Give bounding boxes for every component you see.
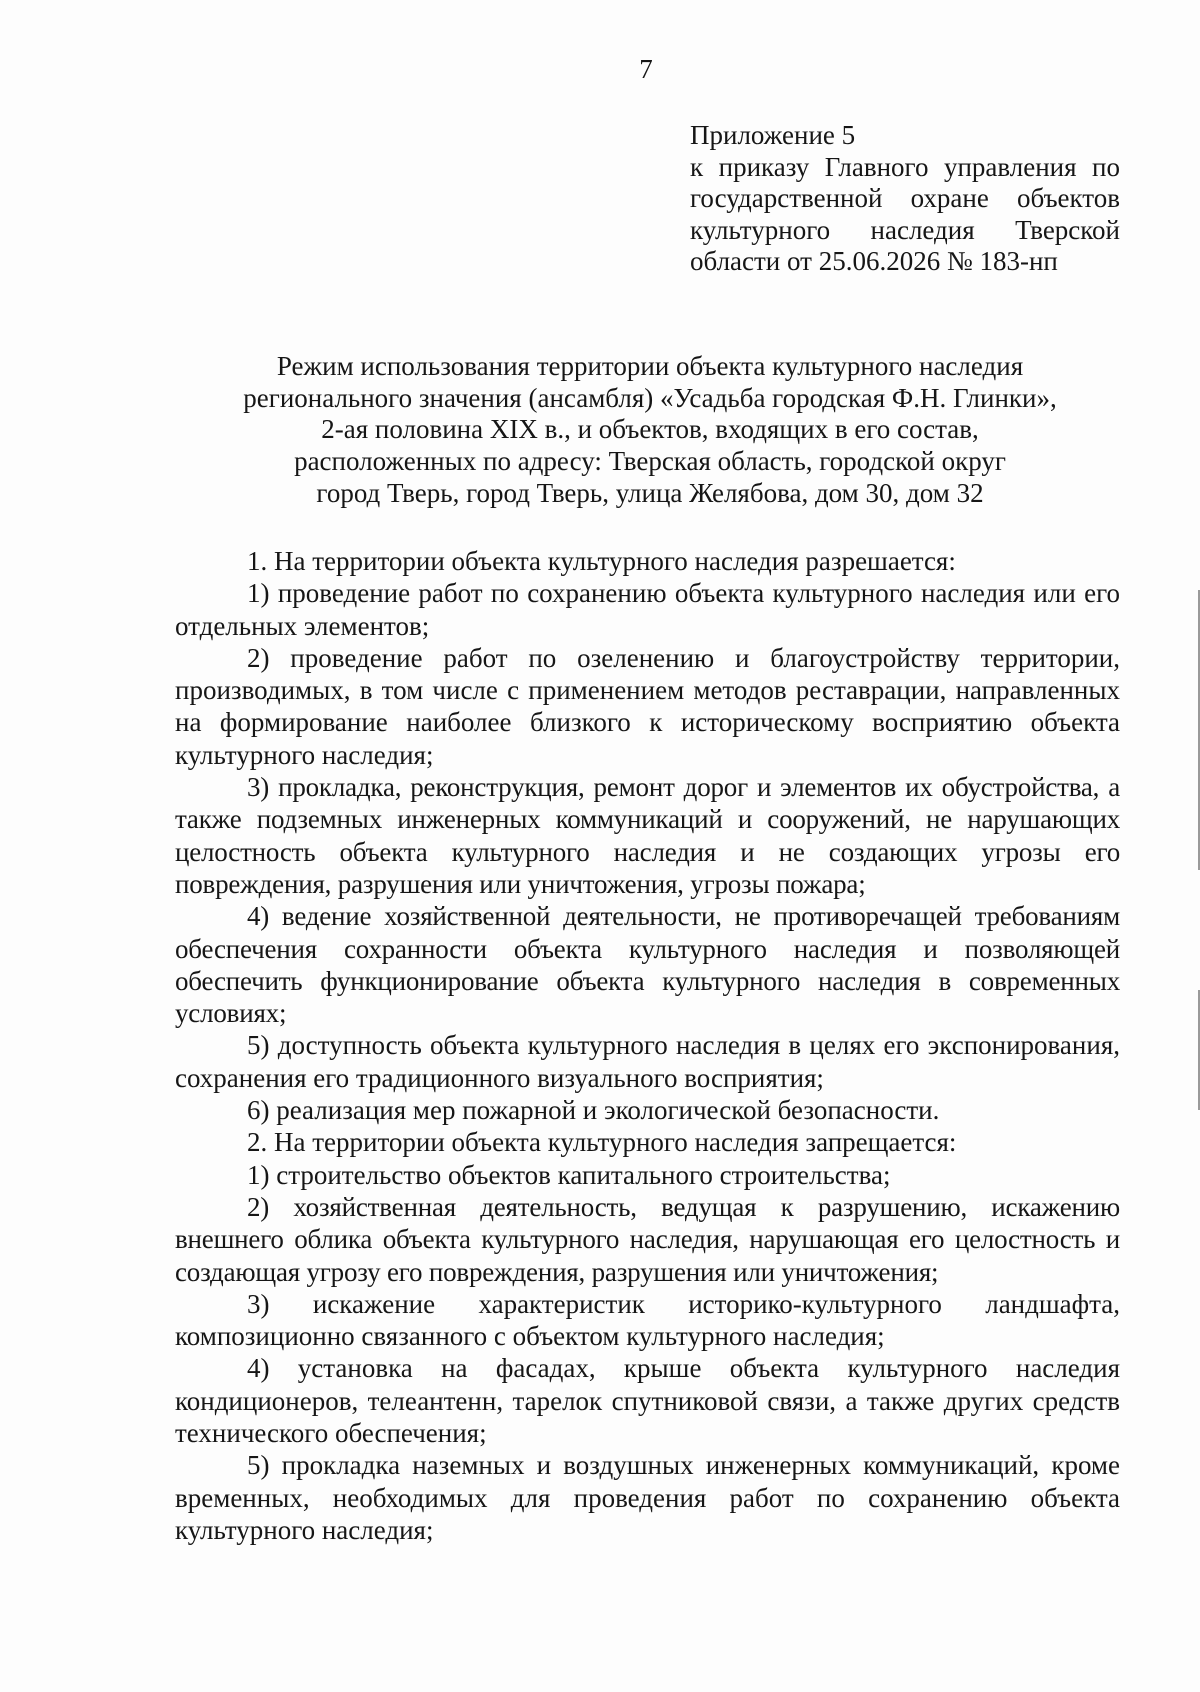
list-item: 2) проведение работ по озеленению и благоустройству территории, производимых, в том числе с применением методов реставрации, направленных на формирование наиболее близкого к историческому восприятию объекта культурного наследия; bbox=[175, 642, 1120, 770]
list-item: 3) прокладка, реконструкция, ремонт дорог и элементов их обустройства, а также подземных инженерных коммуникаций и сооружений, не нарушающих целостность объекта культурного наследия и не создающих угрозы его повреждения, разрушения или уничтожения, угрозы пожара; bbox=[175, 772, 1120, 899]
appendix-line: области от 25.06.2026 № 183-нп bbox=[690, 246, 1058, 277]
list-item: 4) ведение хозяйственной деятельности, не противоречащей требованиям обеспечения сохранности объекта культурного наследия и позволяющей обеспечить функционирование объекта культурного наследия в современных условиях; bbox=[175, 901, 1120, 1029]
appendix-line: Приложение 5 bbox=[690, 120, 856, 150]
list-item: 5) доступность объекта культурного наследия в целях его экспонирования, сохранения его традиционного визуального восприятия; bbox=[175, 1030, 1120, 1093]
appendix-line: к приказу Главного управления по bbox=[690, 151, 1120, 182]
document-body bbox=[175, 545, 1120, 1546]
list-item: 1) проведение работ по сохранению объекта культурного наследия или его отдельных элементов; bbox=[175, 578, 1120, 641]
appendix-line: культурного наследия Тверской bbox=[690, 214, 1120, 245]
appendix-header bbox=[690, 120, 1120, 278]
title-line: регионального значения (ансамбля) «Усадьба городская Ф.Н. Глинки», bbox=[243, 382, 1057, 413]
title-line: город Тверь, город Тверь, улица Желябова, дом 30, дом 32 bbox=[316, 477, 984, 508]
title-line: расположенных по адресу: Тверская область, городской округ bbox=[294, 446, 1006, 477]
section-heading-prohibited: 2. На территории объекта культурного наследия запрещается: bbox=[247, 1127, 957, 1158]
title-line: 2-ая половина XIX в., и объектов, входящих в его состав, bbox=[321, 414, 979, 445]
list-item: 3) искажение характеристик историко-культурного ландшафта, композиционно связанного с объектом культурного наследия; bbox=[175, 1288, 1120, 1352]
section-heading-permitted: 1. На территории объекта культурного наследия разрешается: bbox=[247, 546, 956, 576]
list-item: 5) прокладка наземных и воздушных инженерных коммуникаций, кроме временных, необходимых для проведения работ по сохранению объекта культурного наследия; bbox=[175, 1450, 1120, 1545]
page-number: 7 bbox=[639, 54, 653, 84]
document-title bbox=[150, 351, 1150, 510]
list-item: 1) строительство объектов капитального строительства; bbox=[247, 1159, 891, 1190]
list-item: 2) хозяйственная деятельность, ведущая к разрушению, искажению внешнего облика объекта культурного наследия, нарушающая его целостность и создающая угрозу его повреждения, разрушения или уничтожения; bbox=[175, 1191, 1120, 1287]
appendix-line: государственной охране объектов bbox=[690, 183, 1120, 214]
list-item: 4) установка на фасадах, крыше объекта культурного наследия кондиционеров, телеантенн, тарелок спутниковой связи, а также других средств технического обеспечения; bbox=[175, 1353, 1120, 1449]
list-item: 6) реализация мер пожарной и экологической безопасности. bbox=[247, 1095, 940, 1126]
title-line: Режим использования территории объекта культурного наследия bbox=[276, 351, 1024, 381]
